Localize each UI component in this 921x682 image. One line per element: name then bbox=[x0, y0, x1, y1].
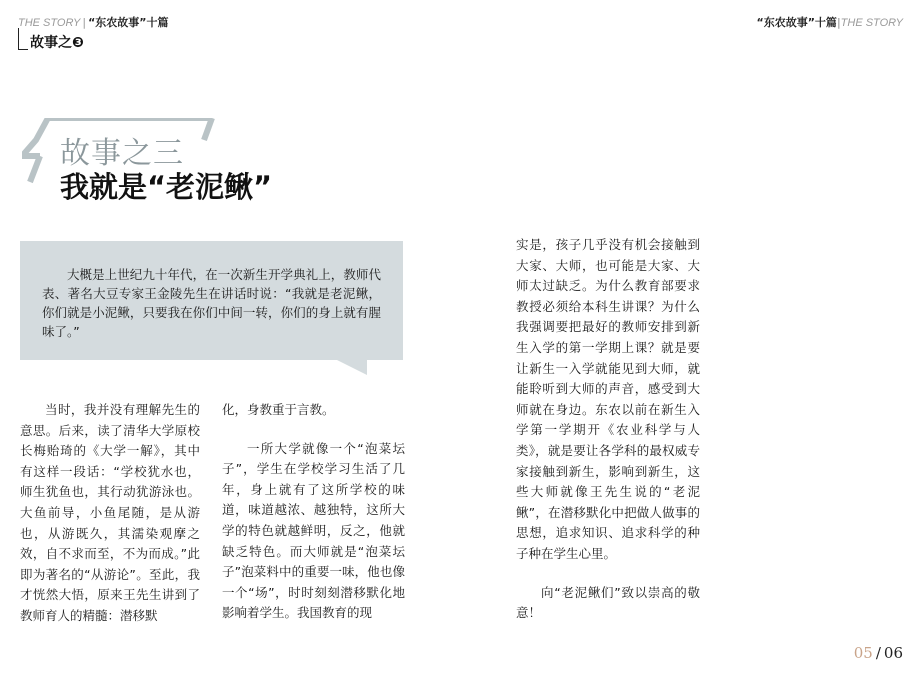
page-number-next: 06 bbox=[883, 644, 903, 662]
column2-paragraph-2: 一所大学就像一个“泡菜坛子”，学生在学校学习生活了几年，身上就有了这所学校的味道，味道越浓、越独特，这所大学的特色就越鲜明，反之，他就缺乏特色。而大师就是“泡菜坛子”泡菜料中的重要一味，他也像一个“场”，时时刻刻潜移默化地影响着学生。我国教育的现 bbox=[222, 440, 405, 621]
header-left-bar: | bbox=[82, 16, 87, 29]
header-left-line bbox=[18, 14, 169, 30]
column1-paragraph-1: 当时，我并没有理解先生的意思。后来，读了清华大学原校长梅贻琦的《大学一解》，其中有这样一段话：“学校犹水也，师生犹鱼也，其行动犹游泳也。大鱼前导，小鱼尾随，是从游也，从游既久，其濡染观摩之效，自不求而至，不为而成。”此即为著名的“从游论”。至此，我才恍然大悟，原来王先生讲到了教师育人的精髓：潜移默 bbox=[20, 402, 200, 623]
header-right bbox=[756, 14, 903, 30]
page-title: 我就是“老泥鳅” bbox=[60, 170, 273, 204]
title-subtitle: 故事之三 bbox=[60, 136, 184, 171]
quote-text: 大概是上世纪九十年代，在一次新生开学典礼上，教师代表、著名大豆专家王金陵先生在讲话时说：“我就是老泥鳅，你们就是小泥鳅，只要我在你们中间一转，你们的身上就有腥味了。” bbox=[42, 267, 381, 339]
header-right-story: THE STORY bbox=[840, 17, 903, 29]
header-left bbox=[18, 14, 169, 52]
text-column-3 bbox=[516, 235, 700, 624]
column3-paragraph-2: 向“老泥鳅们”致以崇高的敬意！ bbox=[516, 584, 700, 621]
chapter-label: 故事之❸ bbox=[30, 35, 84, 51]
column2-paragraph-1: 化，身教重于言教。 bbox=[222, 402, 335, 417]
text-column-1 bbox=[20, 400, 200, 627]
quote-box-tail bbox=[335, 359, 367, 375]
header-right-bar: | bbox=[836, 16, 841, 29]
page-number-separator: / bbox=[875, 644, 881, 662]
page-number-current: 05 bbox=[853, 644, 873, 662]
page-number bbox=[854, 644, 903, 662]
header-left-story: THE STORY bbox=[18, 17, 81, 29]
header-left-series: “东农故事”十篇 bbox=[88, 16, 169, 29]
header-right-series: “东农故事”十篇 bbox=[756, 16, 837, 29]
text-column-2 bbox=[222, 400, 405, 624]
column3-paragraph-1: 实是，孩子几乎没有机会接触到大家、大师，也可能是大家、大师太过缺乏。为什么教育部要求教授必须给本科生讲课？为什么我强调要把最好的教师安排到新生入学的第一学期上课？就是要让新生一入学就能见到大师，就能聆听到大师的声音，感受到大师就在身边。东农以前在新生入学第一学期开《农业科学与人类》，就是要让各学科的最权威专家接触到新生，影响到新生，这些大师就像王先生说的“老泥鳅”，在潜移默化中把做人做事的思想，追求知识、追求科学的种子种在学生心里。 bbox=[516, 237, 700, 561]
quote-box bbox=[20, 241, 403, 360]
